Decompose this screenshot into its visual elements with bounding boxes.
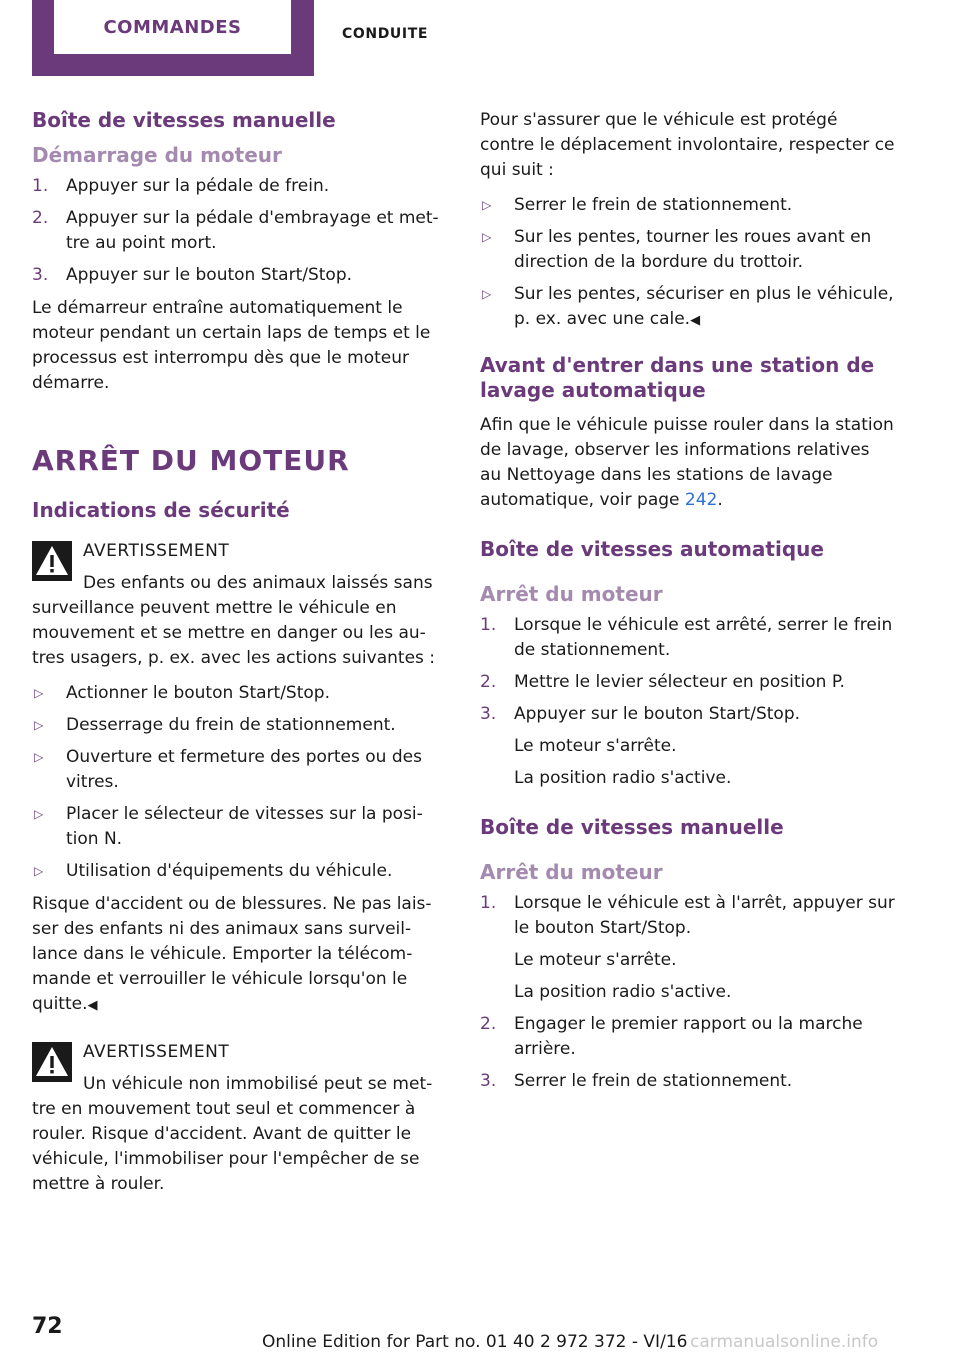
list-item: ▷ Actionner le bouton Start/Stop. <box>32 681 448 706</box>
warning-text: Un véhicule non immobilisé peut se mettre en mouvement tout seul et commencer à rouler. Risque d'accident. Avant de quitter le véhicule, l'immobiliser pour l'empêcher de se mettre à rouler. <box>32 1074 433 1194</box>
step-note: Le moteur s'arrête. <box>514 950 677 970</box>
list-item: 1. Lorsque le véhicule est à l'arrêt, appuyer sur le bouton Start/Stop. Le moteur s'arrête. La position radio s'active. <box>480 891 896 1005</box>
manual-gearbox-heading: Boîte de vitesses manuelle <box>480 815 784 839</box>
list-item: 1. Appuyer sur la pédale de frein. <box>32 174 448 199</box>
step-number: 3. <box>480 704 497 724</box>
manual-steps-list <box>480 891 896 1094</box>
list-item: 2. Mettre le levier sélecteur en position P. <box>480 670 896 695</box>
tab-commandes-label: COMMANDES <box>54 0 291 54</box>
auto-gearbox-heading: Boîte de vitesses automatique <box>480 537 824 561</box>
step-number: 3. <box>480 1071 497 1091</box>
auto-steps-list <box>480 613 896 791</box>
step-number: 1. <box>32 176 49 196</box>
car-wash-heading: Avant d'entrer dans une station de lavage automatique <box>480 353 875 402</box>
edition-footer: Online Edition for Part no. 01 40 2 972 372 - VI/16 <box>262 1332 688 1352</box>
warning-text: Des enfants ou des animaux laissés sans surveillance peuvent mettre le véhicule en mouvement et se mettre en danger ou les autres usagers, p. ex. avec les actions suivantes : <box>32 573 436 668</box>
warning-title: AVERTISSEMENT <box>83 541 230 561</box>
manual-engine-stop-subheading: Arrêt du moteur <box>480 860 663 884</box>
warning-block-2 <box>32 1040 448 1197</box>
start-steps-list <box>32 174 448 288</box>
chapter-title: ARRÊT DU MOTEUR <box>32 444 350 477</box>
bullet-triangle-icon: ▷ <box>34 750 44 764</box>
list-item: 2. Appuyer sur la pédale d'embrayage et mettre au point mort. <box>32 208 439 253</box>
end-marker-icon: ◀ <box>87 998 98 1013</box>
safety-heading: Indications de sécurité <box>32 498 290 522</box>
list-item: 3. Appuyer sur le bouton Start/Stop. <box>32 263 448 288</box>
bullet-triangle-icon: ▷ <box>34 864 44 878</box>
step-number: 1. <box>480 893 497 913</box>
warning-bullet-list <box>32 681 448 884</box>
step-number: 3. <box>32 265 49 285</box>
list-item: ▷ Desserrage du frein de stationnement. <box>32 713 448 738</box>
list-item: ▷ Ouverture et fermeture des portes ou des vitres. <box>34 747 422 792</box>
list-item: 1. Lorsque le véhicule est arrêté, serrer le frein de stationnement. <box>480 615 893 660</box>
step-number: 1. <box>480 615 497 635</box>
list-item: ▷ Serrer le frein de stationnement. <box>480 193 896 218</box>
page-number: 72 <box>32 1314 63 1339</box>
page-header <box>0 0 960 80</box>
warning-block-1 <box>32 539 448 671</box>
step-note: La position radio s'active. <box>514 982 732 1002</box>
bullet-triangle-icon: ▷ <box>482 230 492 244</box>
bullet-triangle-icon: ▷ <box>34 686 44 700</box>
list-item: ▷ Sur les pentes, tourner les roues avant en direction de la bordure du trottoir. <box>482 227 872 272</box>
subheading-engine-start: Démarrage du moteur <box>32 143 282 167</box>
list-item: 3. Appuyer sur le bouton Start/Stop. Le moteur s'arrête. La position radio s'active. <box>480 702 896 791</box>
right-column <box>480 108 896 1102</box>
step-number: 2. <box>32 208 49 228</box>
list-item: 2. Engager le premier rapport ou la marche arrière. <box>480 1014 863 1059</box>
step-number: 2. <box>480 1014 497 1034</box>
step-note: La position radio s'active. <box>514 768 732 788</box>
bullet-triangle-icon: ▷ <box>482 287 492 301</box>
bullet-triangle-icon: ▷ <box>482 198 492 212</box>
intro-paragraph: Pour s'assurer que le véhicule est protégé contre le déplacement involontaire, respecter ce qui suit : <box>480 110 895 180</box>
list-item: ▷ Utilisation d'équipements du véhicule. <box>32 859 448 884</box>
left-column <box>32 108 448 1207</box>
section-heading-manual-gearbox: Boîte de vitesses manuelle <box>32 108 336 132</box>
warning-triangle-icon <box>32 1042 72 1082</box>
end-marker-icon: ◀ <box>690 313 701 328</box>
tab-commandes[interactable] <box>32 0 314 76</box>
warning-conclusion: Risque d'accident ou de blessures. Ne pas laisser des enfants ni des animaux sans surveillance dans le véhicule. Emporter la télécommande et verrouiller le véhicule lorsqu'on le quitte.◀ <box>32 894 432 1014</box>
warning-triangle-icon <box>32 541 72 581</box>
securing-bullet-list <box>480 193 896 333</box>
bullet-triangle-icon: ▷ <box>34 718 44 732</box>
tab-conduite[interactable]: CONDUITE <box>342 26 429 42</box>
list-item: 3. Serrer le frein de stationnement. <box>480 1069 896 1094</box>
list-item: ▷ Placer le sélecteur de vitesses sur la position N. <box>34 804 423 849</box>
step-number: 2. <box>480 672 497 692</box>
car-wash-paragraph: Afin que le véhicule puisse rouler dans la station de lavage, observer les informations relatives au Nettoyage dans les stations de lavage automatique, voir page 242. <box>480 415 894 510</box>
page-link[interactable]: 242 <box>684 490 718 510</box>
list-item: ▷ Sur les pentes, sécuriser en plus le véhicule, p. ex. avec une cale.◀ <box>482 284 894 329</box>
starter-paragraph: Le démarreur entraîne automatiquement le moteur pendant un certain laps de temps et le processus est interrompu dès que le moteur démarre. <box>32 298 431 393</box>
step-note: Le moteur s'arrête. <box>514 736 677 756</box>
bullet-triangle-icon: ▷ <box>34 807 44 821</box>
watermark: carmanualsonline.info <box>690 1332 879 1352</box>
warning-title: AVERTISSEMENT <box>83 1042 230 1062</box>
auto-engine-stop-subheading: Arrêt du moteur <box>480 582 663 606</box>
